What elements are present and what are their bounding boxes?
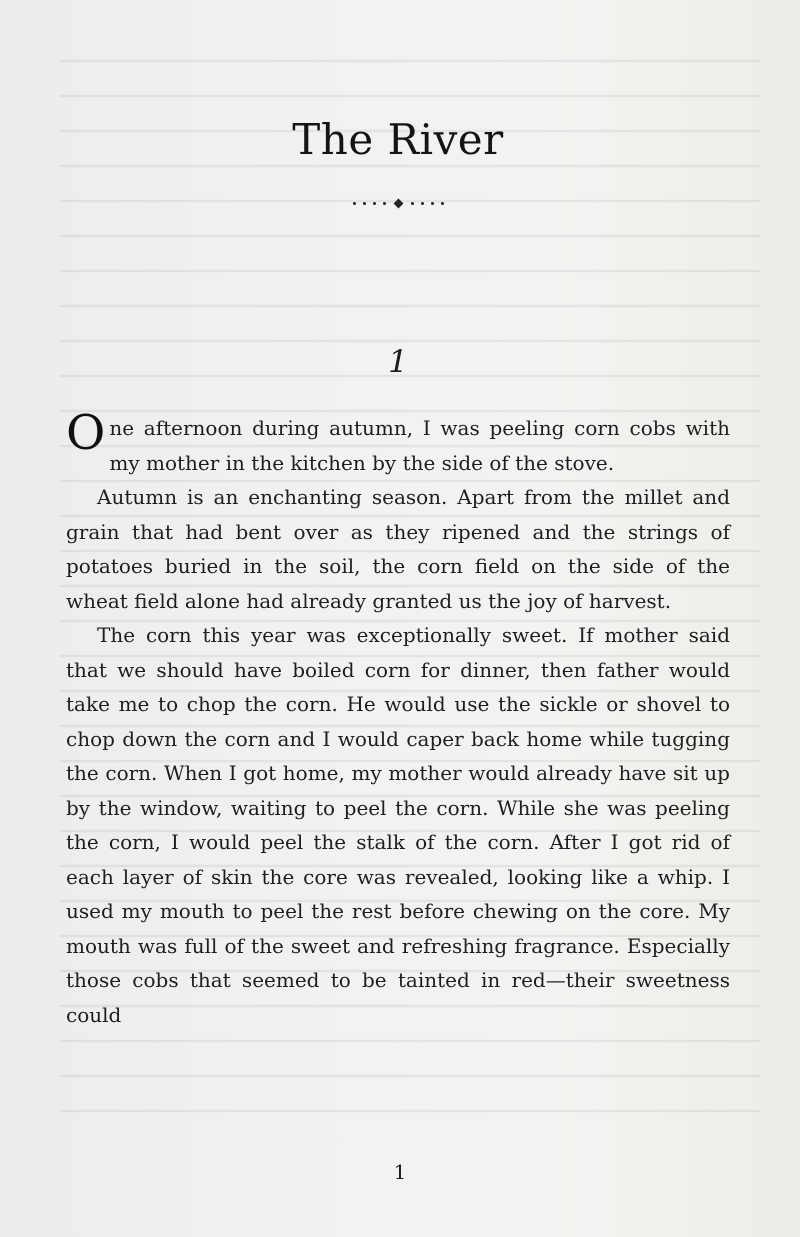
- ornament-dot: [353, 202, 356, 205]
- title-ornament: [66, 197, 730, 209]
- chapter-title: The River: [292, 115, 504, 164]
- paragraph-text: ne afternoon during autumn, I was peeling corn cobs with my mother in the kitchen by the side of the stove.: [109, 416, 730, 475]
- drop-cap: O: [66, 405, 106, 462]
- paragraph: Autumn is an enchanting season. Apart from the millet and grain that had bent over as they ripened and the strings of potatoes buried in the soil, the corn field on the side of the wheat field alone had already granted us the joy of harvest.: [66, 485, 730, 613]
- chapter-body: [66, 405, 730, 1032]
- ornament-dot: [383, 202, 386, 205]
- ornament-dot: [431, 202, 434, 205]
- paragraph-first: [66, 405, 730, 480]
- ornament-dot: [373, 202, 376, 205]
- paragraph: The corn this year was exceptionally sweet. If mother said that we should have boiled corn for dinner, then father would take me to chop the corn. He would use the sickle or shovel to chop down the corn and I would caper back home while tugging the corn. When I got home, my mother would already have sit up by the window, waiting to peel the corn. While she was peeling the corn, I would peel the stalk of the corn. After I got rid of each layer of skin the core was revealed, looking like a whip. I used my mouth to peel the rest before chewing on the core. My mouth was full of the sweet and refreshing fragrance. Especially those cobs that seemed to be tainted in red—their sweetness could: [66, 623, 730, 1027]
- page-content: [66, 115, 730, 1032]
- page-number: 1: [393, 1160, 407, 1184]
- chapter-number: 1: [388, 344, 408, 381]
- ornament-dot: [421, 202, 424, 205]
- ornament-dot: [411, 202, 414, 205]
- ornament-dot: [363, 202, 366, 205]
- ornament-diamond-icon: [393, 198, 403, 208]
- ornament-dot: [441, 202, 444, 205]
